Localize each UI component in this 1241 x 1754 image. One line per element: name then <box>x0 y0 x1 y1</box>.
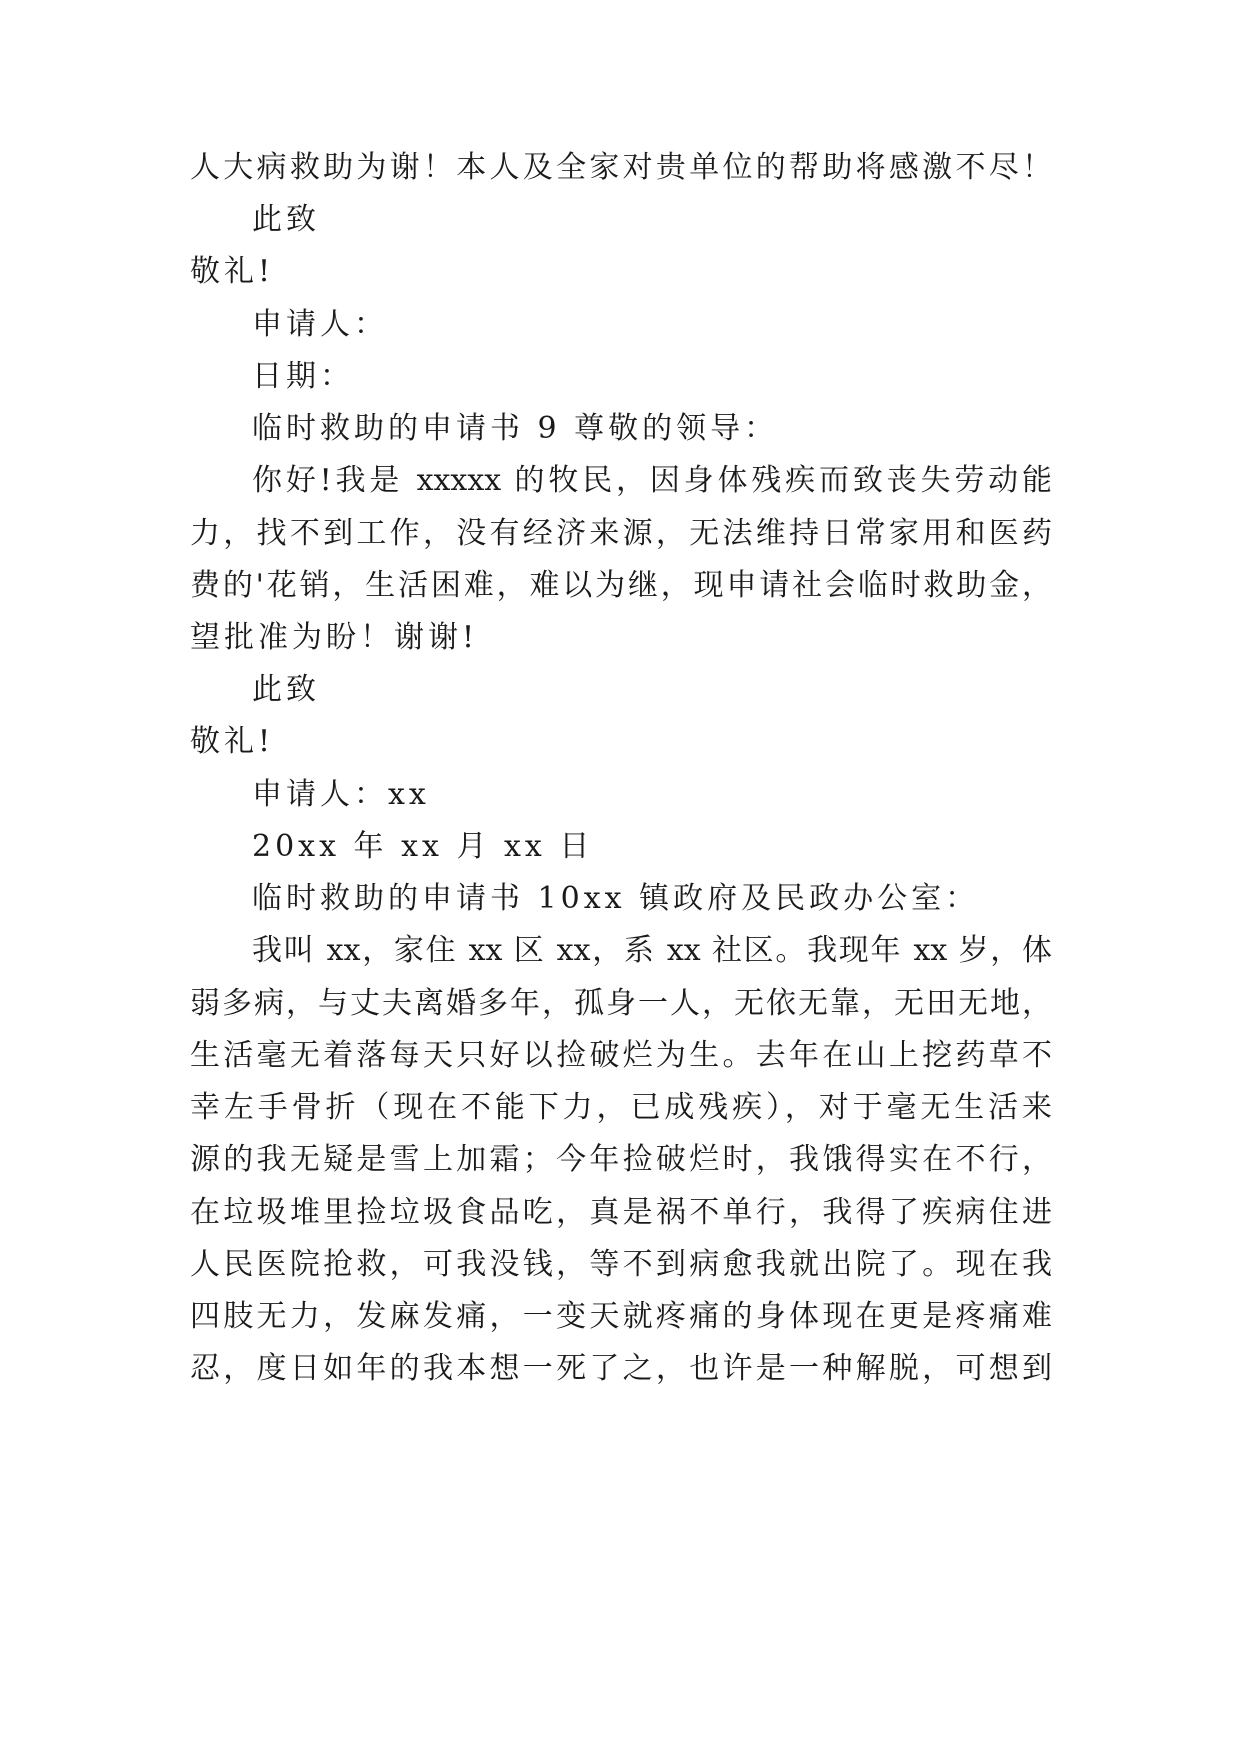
paragraph-line: 忍，度日如年的我本想一死了之，也许是一种解脱，可想到 <box>190 1351 1052 1386</box>
paragraph-line: 幸左手骨折（现在不能下力，已成残疾），对于毫无生活来 <box>190 1090 1052 1125</box>
paragraph-line: 在垃圾堆里捡垃圾食品吃，真是祸不单行，我得了疾病住进 <box>190 1195 1052 1230</box>
letter-heading: 临时救助的申请书 10xx 镇政府及民政办公室： <box>252 881 980 916</box>
paragraph-line: 费的'花销，生活困难，难以为继，现申请社会临时救助金， <box>190 568 1052 603</box>
paragraph-line: 人大病救助为谢！本人及全家对贵单位的帮助将感激不尽！ <box>190 150 1052 185</box>
paragraph-line: 弱多病，与丈夫离婚多年，孤身一人，无依无靠，无田无地， <box>190 986 1052 1021</box>
paragraph-line: 望批准为盼！谢谢! <box>190 620 479 655</box>
paragraph-line: 力，找不到工作，没有经济来源，无法维持日常家用和医药 <box>190 516 1052 551</box>
closing-salutation: 此致 <box>252 202 320 237</box>
applicant-label: 申请人：xx <box>252 777 430 812</box>
paragraph-line: 源的我无疑是雪上加霜；今年捡破烂时，我饿得实在不行， <box>190 1142 1052 1177</box>
closing-salutation: 此致 <box>252 672 320 707</box>
paragraph-line: 生活毫无着落每天只好以捡破烂为生。去年在山上挖药草不 <box>190 1038 1052 1073</box>
paragraph-line: 你好!我是 xxxxx 的牧民，因身体残疾而致丧失劳动能 <box>252 463 1052 498</box>
closing-respect: 敬礼! <box>190 724 275 759</box>
letter-heading: 临时救助的申请书 9 尊敬的领导： <box>252 411 779 446</box>
date-line: 20xx 年 xx 月 xx 日 <box>252 829 594 864</box>
closing-respect: 敬礼! <box>190 254 275 289</box>
paragraph-line: 人民医院抢救，可我没钱，等不到病愈我就出院了。现在我 <box>190 1247 1052 1282</box>
applicant-label: 申请人： <box>252 307 388 342</box>
date-label: 日期： <box>252 359 354 394</box>
paragraph-line: 我叫 xx，家住 xx 区 xx，系 xx 社区。我现年 xx 岁，体 <box>252 933 1052 968</box>
paragraph-line: 四肢无力，发麻发痛，一变天就疼痛的身体现在更是疼痛难 <box>190 1299 1052 1334</box>
